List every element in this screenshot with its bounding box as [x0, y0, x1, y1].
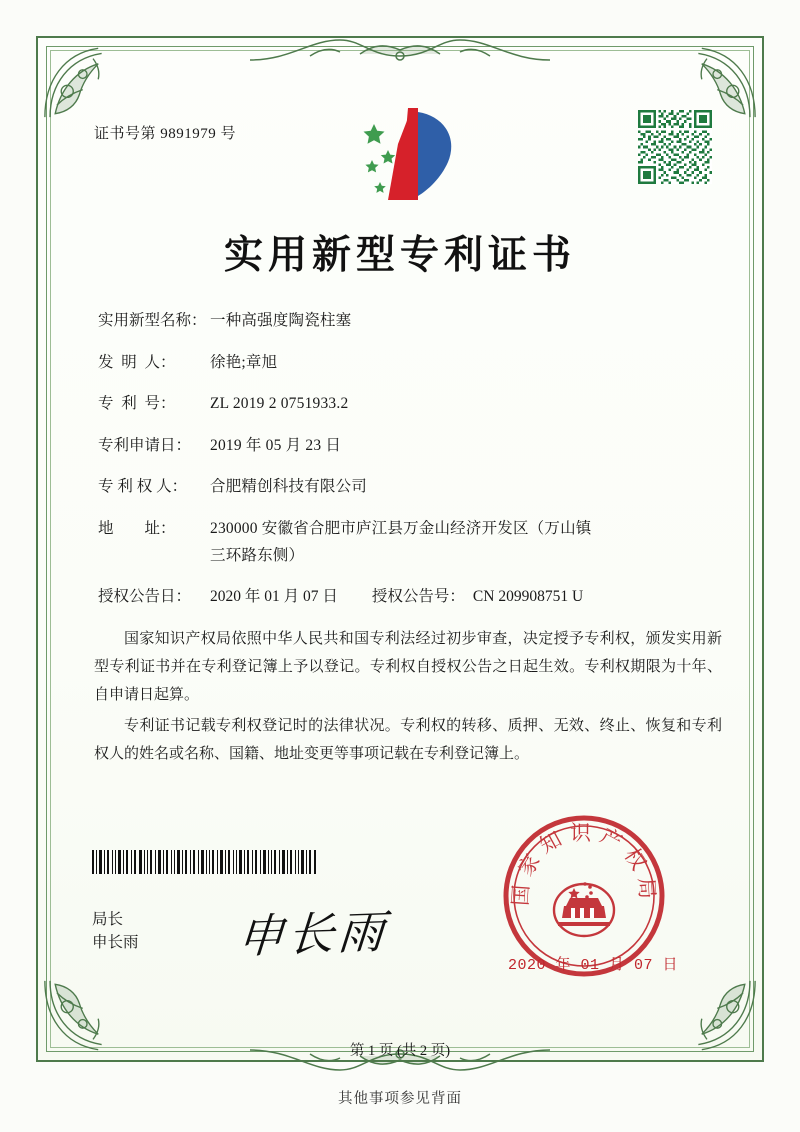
grant-number-label: 授权公告号：: [371, 588, 465, 606]
field-row-application-date: [98, 437, 720, 456]
field-value: 徐艳;章旭: [210, 353, 278, 371]
handwritten-signature: 申长雨: [235, 904, 390, 964]
seal-date: 2020 年 01 月 07 日: [507, 957, 678, 974]
field-value: [210, 520, 720, 565]
legal-text: [94, 626, 722, 773]
field-label: 专 利 号：: [98, 395, 176, 413]
certificate-number: 证书号第 9891979 号: [94, 126, 237, 142]
address-line-1: 230000 安徽省合肥市庐江县万金山经济开发区（万山镇: [210, 519, 592, 537]
field-value: 2019 年 05 月 23 日: [210, 436, 342, 454]
grant-date-value: 2020 年 01 月 07 日: [210, 588, 338, 606]
legal-paragraph-1: 国家知识产权局依照中华人民共和国专利法经过初步审查，决定授予专利权，颁发实用新型专利证书并在专利登记簿上予以登记。专利权自授权公告之日起生效。专利权期限为十年、自申请日起算。: [94, 631, 722, 703]
qr-code-icon: [638, 110, 712, 184]
field-value: 一种高强度陶瓷柱塞: [210, 312, 352, 329]
page-number: 第 1 页 (共 2 页): [349, 1043, 451, 1059]
svg-text:国家知识产权局: 国家知识产权局: [508, 821, 660, 907]
signatory-title: 局长: [92, 910, 124, 928]
field-value: ZL 2019 2 0751933.2: [210, 395, 349, 413]
address-line-2: 三环路东侧）: [210, 546, 305, 564]
grant-number-value: CN 209908751 U: [472, 588, 584, 606]
field-label: 实用新型名称：: [98, 312, 207, 329]
footnote: 其他事项参见背面: [338, 1091, 462, 1107]
field-row-address: [98, 520, 720, 565]
field-list: [98, 312, 720, 630]
signature-block: [92, 908, 139, 955]
top-center-ornament-icon: [250, 34, 550, 68]
field-row-utility-model-name: [98, 312, 720, 331]
field-label: 专 利 权 人：: [98, 478, 188, 496]
field-label: 地 址：: [98, 519, 176, 537]
barcode-icon: [90, 850, 318, 874]
cnipa-logo-icon: [336, 104, 464, 206]
signatory-name: 申长雨: [92, 933, 139, 951]
legal-paragraph-2: 专利证书记载专利权登记时的法律状况。专利权的转移、质押、无效、终止、恢复和专利权人的姓名或名称、国籍、地址变更等事项记载在专利登记簿上。: [94, 718, 722, 762]
page-title: 实用新型专利证书: [223, 232, 576, 278]
field-label: 发 明 人：: [98, 353, 176, 371]
field-value: 合肥精创科技有限公司: [210, 478, 368, 496]
grant-date-label: 授权公告日：: [98, 588, 192, 606]
certificate-content: [70, 84, 730, 1059]
field-label: 专利申请日：: [98, 436, 192, 454]
field-row-patentee: [98, 478, 720, 497]
field-row-inventor: [98, 354, 720, 373]
field-row-patent-number: [98, 395, 720, 414]
field-row-grant-notice: [98, 588, 720, 607]
